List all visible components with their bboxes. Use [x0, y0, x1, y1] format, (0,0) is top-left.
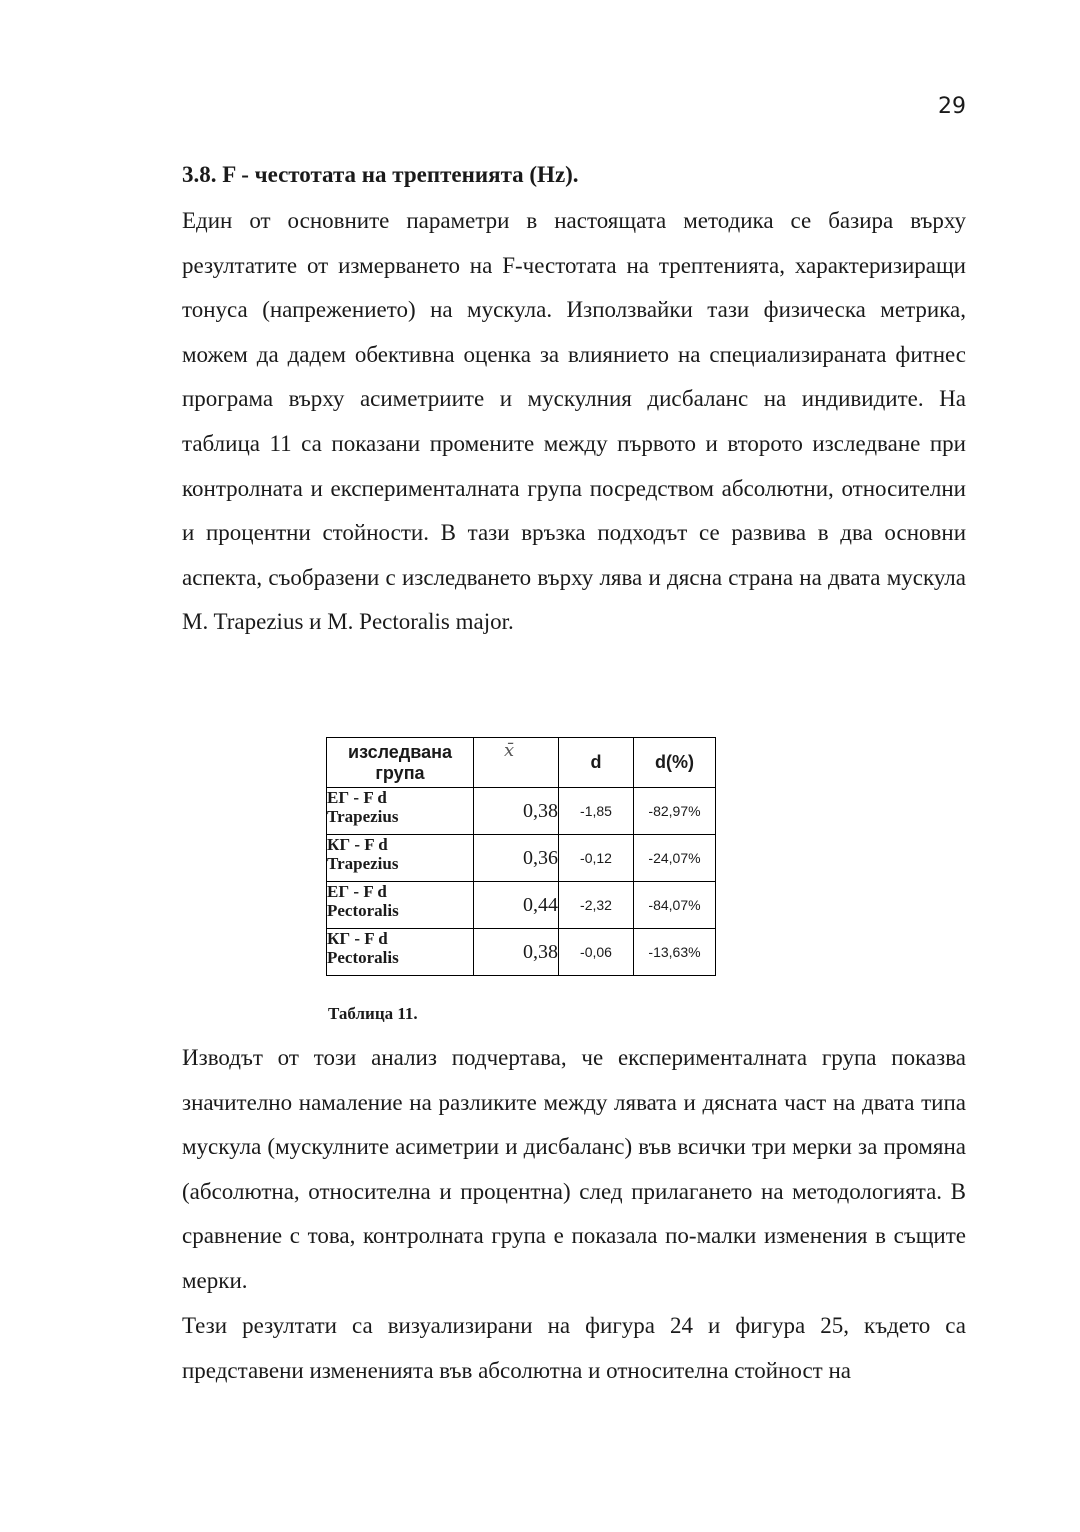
paragraph-figures-text: Тези резултати са визуализирани на фигура 24 и фигура 25, където са представени измененията във абсолютна и относителна стойност на	[182, 1313, 966, 1383]
group-label: ЕГ - F d	[327, 788, 387, 807]
muscle-label: Pectoralis	[327, 901, 399, 920]
mean-cell: 0,44	[474, 882, 559, 929]
muscle-label: Trapezius	[327, 807, 399, 826]
table-caption: Таблица 11.	[328, 1004, 418, 1023]
group-label: КГ - F d	[327, 929, 388, 948]
group-cell	[327, 929, 474, 976]
mean-cell: 0,38	[474, 929, 559, 976]
d-percent-cell: -13,63%	[634, 929, 716, 976]
d-percent-cell: -82,97%	[634, 788, 716, 835]
header-group: изследвана група	[327, 738, 474, 788]
d-cell: -2,32	[559, 882, 634, 929]
paragraph-conclusion	[182, 1036, 966, 1304]
paragraph-figures	[182, 1304, 966, 1393]
d-cell: -1,85	[559, 788, 634, 835]
table-header-row	[327, 738, 716, 788]
table-row	[327, 929, 716, 976]
group-cell	[327, 835, 474, 882]
mean-cell: 0,36	[474, 835, 559, 882]
muscle-label: Pectoralis	[327, 948, 399, 967]
page-number: 29	[938, 94, 966, 119]
group-cell	[327, 788, 474, 835]
mean-cell: 0,38	[474, 788, 559, 835]
d-cell: -0,12	[559, 835, 634, 882]
d-cell: -0,06	[559, 929, 634, 976]
group-label: ЕГ - F d	[327, 882, 387, 901]
group-label: КГ - F d	[327, 835, 388, 854]
muscle-label: Trapezius	[327, 854, 399, 873]
paragraph-intro-text: Един от основните параметри в настоящата методика се базира върху резултатите от измерването на F-честотата на трептенията, характеризиращи тонуса (напрежението) на мускула. Използвайки тази физическа метрика, можем да дадем обективна оценка за влиянието на специализираната фитнес програма върху асиметриите и мускулния дисбаланс на индивидите. На таблица 11 са показани промените между първото и второто изследване при контролната и експерименталната група посредством абсолютни, относителни и процентни стойности. В тази връзка подходът се развива в два основни аспекта, съобразени с изследването върху лява и дясна страна на двата мускула M. Trapezius и M. Pectoralis major.	[182, 208, 966, 635]
table-row	[327, 882, 716, 929]
mean-symbol: x̄	[504, 740, 515, 761]
d-percent-cell: -24,07%	[634, 835, 716, 882]
results-table	[326, 737, 716, 976]
header-d: d	[559, 738, 634, 788]
d-percent-cell: -84,07%	[634, 882, 716, 929]
group-cell	[327, 882, 474, 929]
paragraph-conclusion-text: Изводът от този анализ подчертава, че експерименталната група показва значително намаление на разликите между лявата и дясната част на двата типа мускула (мускулните асиметрии и дисбаланс) във всички три мерки за промяна (абсолютна, относителна и процентна) след прилагането на методологията. В сравнение с това, контролната група е показала по-малки изменения в същите мерки.	[182, 1045, 966, 1293]
table-row	[327, 788, 716, 835]
header-mean	[474, 738, 559, 788]
header-d-percent: d(%)	[634, 738, 716, 788]
paragraph-intro	[182, 199, 966, 645]
section-title: 3.8. F - честотата на трептенията (Hz).	[182, 162, 579, 187]
table-row	[327, 835, 716, 882]
